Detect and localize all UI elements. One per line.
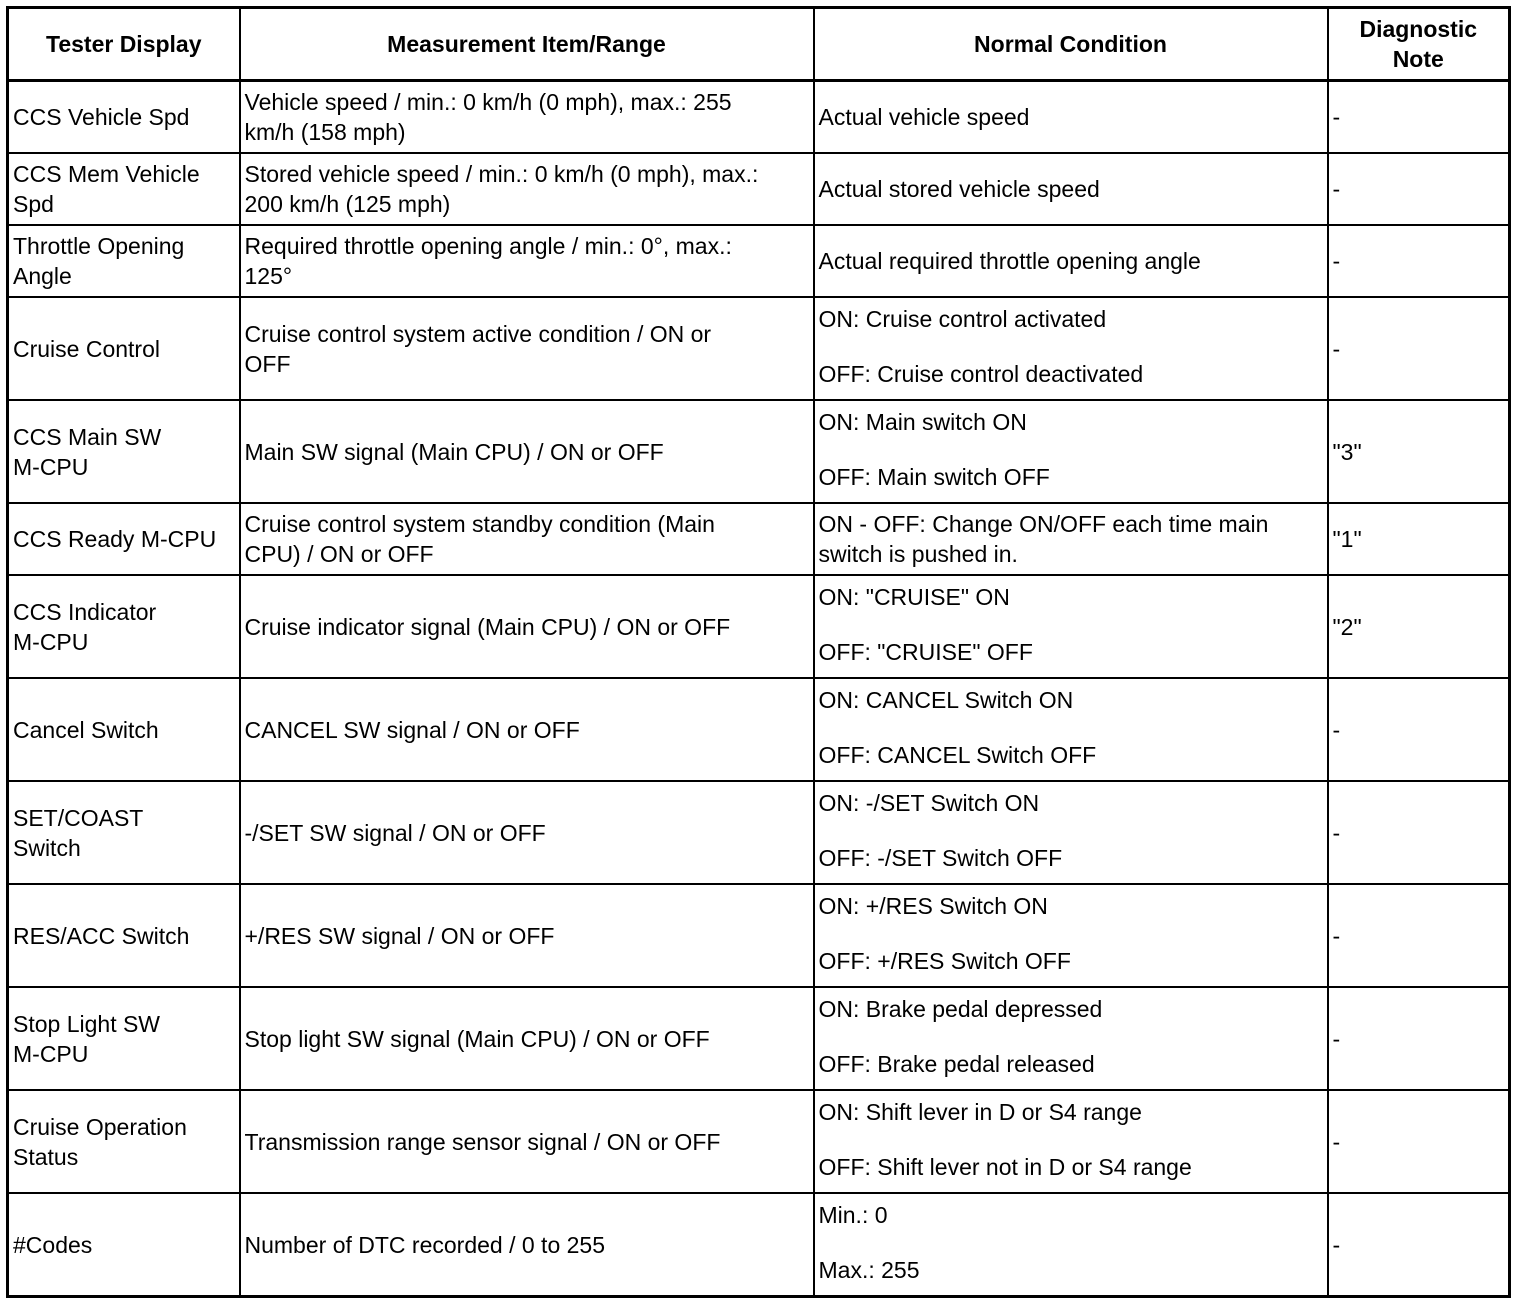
measurement-cell [240, 678, 814, 781]
diagnostic-note-cell: - [1328, 987, 1510, 1090]
tester-display-cell [8, 153, 240, 225]
normal-condition-text: OFF: -/SET Switch OFF [818, 845, 1063, 871]
tester-display-text: Throttle Opening [13, 233, 185, 259]
table-row [8, 1193, 1510, 1297]
normal-condition-text: OFF: CANCEL Switch OFF [818, 742, 1097, 768]
normal-condition-text: switch is pushed in. [818, 541, 1018, 567]
measurement-text: Main SW signal (Main CPU) / ON or OFF [244, 438, 664, 465]
diagnostic-note-cell: - [1328, 81, 1510, 154]
spacer [819, 818, 1323, 843]
measurement-text: Transmission range sensor signal / ON or OFF [244, 1128, 721, 1155]
normal-condition-text: Min.: 0 [818, 1202, 888, 1228]
tester-display-text: CCS Vehicle Spd [13, 104, 190, 130]
measurement-text: Stop light SW signal (Main CPU) / ON or OFF [244, 1025, 710, 1052]
tester-display-cell [8, 225, 240, 297]
normal-condition-cell [814, 1090, 1328, 1193]
diagnostic-note-cell: - [1328, 153, 1510, 225]
measurement-cell [240, 1193, 814, 1297]
normal-condition-text: OFF: Brake pedal released [818, 1051, 1095, 1077]
normal-condition-cell [814, 781, 1328, 884]
measurement-cell [240, 153, 814, 225]
normal-condition-text: OFF: +/RES Switch OFF [818, 948, 1071, 974]
table-row [8, 884, 1510, 987]
normal-condition-text: Actual required throttle opening angle [818, 248, 1201, 274]
header-diagnostic-note-line2: Note [1392, 46, 1444, 72]
normal-condition-cell [814, 153, 1328, 225]
table-row [8, 987, 1510, 1090]
measurement-text: -/SET SW signal / ON or OFF [244, 819, 546, 846]
measurement-cell [240, 503, 814, 575]
tester-display-text: CCS Ready M-CPU [13, 526, 217, 552]
normal-condition-text: ON: Brake pedal depressed [818, 996, 1103, 1022]
table-row [8, 225, 1510, 297]
measurement-text: OFF [244, 350, 291, 377]
measurement-cell [240, 1090, 814, 1193]
tester-display-text: CCS Main SW [13, 423, 162, 450]
normal-condition-cell [814, 575, 1328, 678]
tester-display-text: M-CPU [13, 453, 89, 480]
tester-display-cell [8, 987, 240, 1090]
diagnostic-note-cell: - [1328, 781, 1510, 884]
diagnostic-note-cell: "2" [1328, 575, 1510, 678]
normal-condition-cell [814, 297, 1328, 400]
normal-condition-text: ON: Main switch ON [818, 409, 1027, 435]
header-diagnostic-note-line1: Diagnostic [1359, 16, 1478, 42]
tester-display-text: Angle [13, 263, 72, 289]
table-row [8, 153, 1510, 225]
tester-display-text: Cruise Control [13, 335, 160, 362]
spacer [819, 334, 1323, 359]
spacer [819, 921, 1323, 946]
diagnostic-note-cell: - [1328, 678, 1510, 781]
table-row [8, 503, 1510, 575]
tester-display-text: Stop Light SW [13, 1010, 161, 1037]
normal-condition-cell [814, 884, 1328, 987]
diagnostic-note-cell: - [1328, 884, 1510, 987]
tester-display-cell [8, 575, 240, 678]
diagnostic-note-cell: - [1328, 1090, 1510, 1193]
measurement-text: Cruise control system standby condition (Main [244, 511, 715, 537]
tester-display-text: Status [13, 1143, 79, 1170]
normal-condition-text: ON: Cruise control activated [818, 306, 1107, 332]
normal-condition-text: OFF: Main switch OFF [818, 464, 1050, 490]
tester-display-text: Cruise Operation [13, 1113, 187, 1140]
measurement-text: Vehicle speed / min.: 0 km/h (0 mph), max.: 255 [244, 89, 732, 115]
normal-condition-text: OFF: Shift lever not in D or S4 range [818, 1154, 1192, 1180]
diagnostic-note-cell: - [1328, 1193, 1510, 1297]
header-row [8, 8, 1510, 81]
table-row [8, 1090, 1510, 1193]
tester-display-text: SET/COAST [13, 804, 144, 831]
normal-condition-cell [814, 678, 1328, 781]
diagnostic-note-cell: "3" [1328, 400, 1510, 503]
header-tester-display: Tester Display [8, 8, 240, 81]
measurement-text: 200 km/h (125 mph) [244, 191, 451, 217]
spacer [819, 1230, 1323, 1255]
tester-display-cell [8, 884, 240, 987]
table-row [8, 781, 1510, 884]
tester-display-text: Spd [13, 191, 54, 217]
tester-display-cell [8, 1193, 240, 1297]
tester-display-text: M-CPU [13, 628, 89, 655]
diagnostic-note-cell: - [1328, 225, 1510, 297]
normal-condition-text: ON: CANCEL Switch ON [818, 687, 1074, 713]
normal-condition-text: Max.: 255 [818, 1257, 920, 1283]
measurement-text: 125° [244, 263, 293, 289]
normal-condition-cell [814, 225, 1328, 297]
table-row [8, 678, 1510, 781]
diagnostic-note-cell: - [1328, 297, 1510, 400]
normal-condition-text: ON: -/SET Switch ON [818, 790, 1040, 816]
normal-condition-text: Actual vehicle speed [818, 104, 1030, 130]
normal-condition-text: OFF: Cruise control deactivated [818, 361, 1144, 387]
measurement-text: CPU) / ON or OFF [244, 541, 434, 567]
measurement-cell [240, 81, 814, 154]
measurement-cell [240, 781, 814, 884]
normal-condition-cell [814, 81, 1328, 154]
normal-condition-text: ON: "CRUISE" ON [818, 584, 1010, 610]
tester-display-cell [8, 297, 240, 400]
tester-display-text: Switch [13, 834, 81, 861]
tester-display-text: #Codes [13, 1231, 93, 1258]
header-diagnostic-note [1328, 8, 1510, 81]
tester-display-cell [8, 781, 240, 884]
diagnostic-note-cell: "1" [1328, 503, 1510, 575]
normal-condition-text: ON - OFF: Change ON/OFF each time main [818, 511, 1269, 537]
spacer [819, 612, 1323, 637]
measurement-cell [240, 575, 814, 678]
header-normal-condition: Normal Condition [814, 8, 1328, 81]
tester-display-cell [8, 678, 240, 781]
normal-condition-cell [814, 400, 1328, 503]
tester-display-text: M-CPU [13, 1040, 89, 1067]
table-row [8, 575, 1510, 678]
header-measurement: Measurement Item/Range [240, 8, 814, 81]
measurement-text: +/RES SW signal / ON or OFF [244, 922, 555, 949]
normal-condition-text: ON: +/RES Switch ON [818, 893, 1048, 919]
normal-condition-cell [814, 987, 1328, 1090]
measurement-cell [240, 987, 814, 1090]
table-row [8, 400, 1510, 503]
spacer [819, 715, 1323, 740]
normal-condition-text: ON: Shift lever in D or S4 range [818, 1099, 1142, 1125]
spacer [819, 1024, 1323, 1049]
table-row [8, 81, 1510, 154]
tester-display-text: CCS Mem Vehicle [13, 161, 200, 187]
measurement-text: Required throttle opening angle / min.: 0°, max.: [244, 233, 732, 259]
spacer [819, 437, 1323, 462]
normal-condition-cell [814, 1193, 1328, 1297]
normal-condition-text: OFF: "CRUISE" OFF [818, 639, 1033, 665]
tester-display-cell [8, 81, 240, 154]
tester-display-text: CCS Indicator [13, 598, 157, 625]
data-monitor-table [6, 6, 1511, 1298]
tester-display-text: Cancel Switch [13, 716, 159, 743]
measurement-text: Number of DTC recorded / 0 to 255 [244, 1231, 605, 1258]
tester-display-cell [8, 1090, 240, 1193]
measurement-text: Stored vehicle speed / min.: 0 km/h (0 mph), max.: [244, 161, 759, 187]
measurement-cell [240, 884, 814, 987]
tester-display-cell [8, 503, 240, 575]
measurement-text: Cruise control system active condition / ON or [244, 320, 712, 347]
measurement-cell [240, 297, 814, 400]
normal-condition-cell [814, 503, 1328, 575]
normal-condition-text: Actual stored vehicle speed [818, 176, 1100, 202]
measurement-text: CANCEL SW signal / ON or OFF [244, 716, 580, 743]
measurement-text: Cruise indicator signal (Main CPU) / ON or OFF [244, 613, 731, 640]
measurement-cell [240, 400, 814, 503]
spacer [819, 1127, 1323, 1152]
tester-display-cell [8, 400, 240, 503]
tester-display-text: RES/ACC Switch [13, 922, 190, 949]
measurement-text: km/h (158 mph) [244, 119, 406, 145]
table-row [8, 297, 1510, 400]
measurement-cell [240, 225, 814, 297]
